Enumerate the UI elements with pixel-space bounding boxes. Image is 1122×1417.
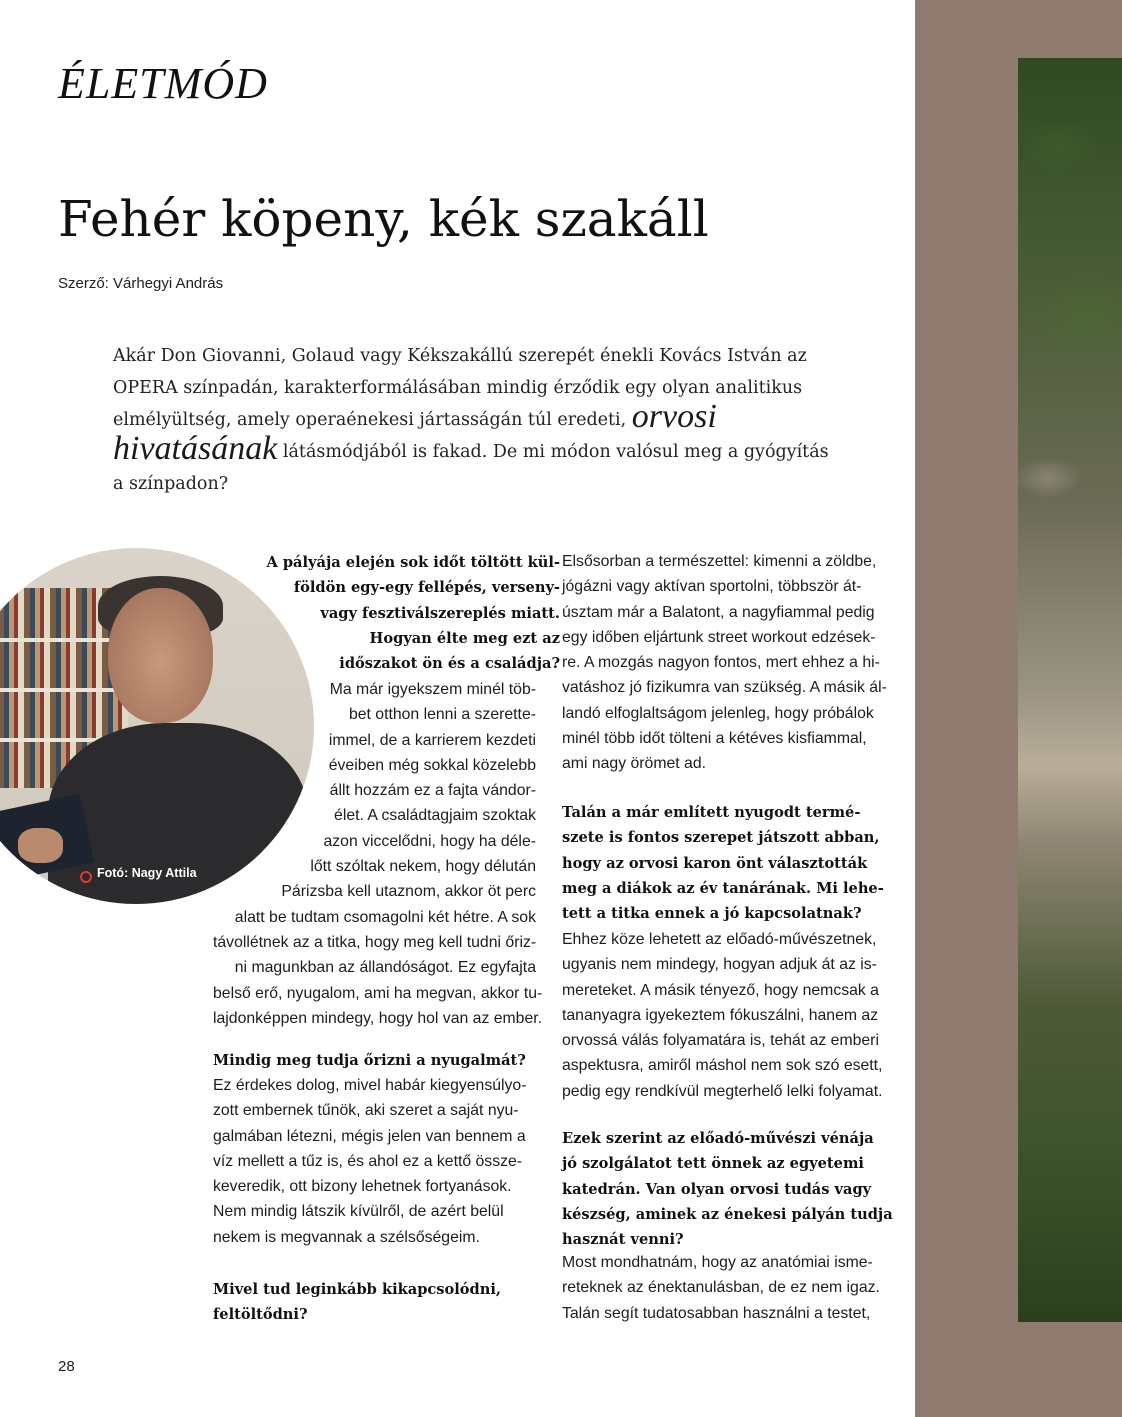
- q1-line: A pályája elején sok időt töltött kül-: [266, 554, 560, 571]
- a3-line: re. A mozgás nagyon fontos, mert ehhez a hi-: [562, 654, 880, 672]
- question-5: [562, 1126, 893, 1252]
- a1-line: Párizsba kell utaznom, akkor öt perc: [281, 883, 536, 901]
- a4-line: ugyanis nem mindegy, hogyan adjuk át az is-: [562, 956, 877, 974]
- a1-line: állt hozzám ez a fajta vándor-: [329, 782, 536, 800]
- a3-line: ami nagy örömet ad.: [562, 755, 707, 773]
- a5-line: Most mondhatnám, hogy az anatómiai isme-: [562, 1254, 873, 1271]
- lead-paragraph: [113, 340, 833, 500]
- a1-line: távollétnek az a titka, hogy meg kell tudni őriz-: [213, 933, 537, 951]
- section-label: ÉLETMÓD: [58, 59, 268, 108]
- answer-4: [562, 927, 887, 1104]
- answer-2: [213, 1073, 536, 1250]
- a2-line: Ez érdekes dolog, mivel habár kiegyensúlyo-: [213, 1077, 527, 1094]
- a4-line: tananyagra igyekeztem fókuszálni, hanem az: [562, 1006, 879, 1024]
- q4-line: hogy az orvosi karon önt választották: [562, 854, 868, 872]
- q3-line: feltöltődni?: [213, 1306, 308, 1324]
- article-title: Fehér köpeny, kék szakáll: [58, 190, 709, 248]
- q5-line: Ezek szerint az előadó-művészi vénája: [562, 1130, 874, 1147]
- page-number: 28: [58, 1358, 75, 1375]
- a2-line: zott embernek tűnök, aki szeret a saját nyu-: [213, 1102, 519, 1120]
- a3-line: vatáshoz jó fizikumra van szükség. A másik ál-: [562, 679, 887, 697]
- a1-line: éveiben még sokkal közelebb: [328, 756, 536, 774]
- person-face: [108, 588, 213, 723]
- a1-line: élet. A családtagjaim szoktak: [334, 807, 536, 825]
- lead-highlight: orvosi hivatásának: [113, 398, 717, 467]
- person-hand: [18, 828, 63, 863]
- q5-line: készség, aminek az énekesi pályán tudja: [562, 1205, 893, 1223]
- garden-photo: [1018, 58, 1122, 1322]
- q5-line: hasznát venni?: [562, 1231, 684, 1249]
- q4-line: tett a titka ennek a jó kapcsolatnak?: [562, 905, 862, 923]
- answer-5: [562, 1250, 887, 1326]
- a3-line: úsztam már a Balatont, a nagyfiammal pedig: [562, 603, 875, 621]
- a4-line: pedig egy rendkívül megterhelő lelki folyamat.: [562, 1082, 883, 1100]
- q1-line: földön egy-egy fellépés, verseny-: [293, 579, 560, 597]
- a3-line: egy időben eljártunk street workout edzések-: [562, 628, 876, 646]
- a3-line: landó elfoglaltságom jelenleg, hogy próbálok: [562, 704, 874, 722]
- q5-line: jó szolgálatot tett önnek az egyetemi: [562, 1155, 864, 1173]
- camera-ring-icon: [80, 871, 92, 883]
- q4-line: szete is fontos szerepet játszott abban,: [562, 829, 880, 847]
- a1-line: alatt be tudtam csomagolni két hétre. A sok: [234, 908, 536, 926]
- a4-line: Ehhez köze lehetett az előadó-művészetnek,: [562, 931, 877, 948]
- a3-line: Elsősorban a természettel: kimenni a zöldbe,: [562, 553, 877, 570]
- a4-line: orvossá válás folyamatára is, tehát az emberi: [562, 1032, 879, 1050]
- a1-line: belső erő, nyugalom, ami ha megvan, akkor tu-: [213, 984, 543, 1002]
- q1-line: Hogyan élte meg ezt az: [369, 629, 560, 647]
- q1-line: vagy fesztiválszereplés miatt.: [320, 604, 560, 622]
- q3-line: Mivel tud leginkább kikapcsolódni,: [213, 1281, 501, 1298]
- question-4: [562, 800, 887, 926]
- question-2: Mindig meg tudja őrizni a nyugalmát?: [213, 1052, 526, 1069]
- a5-line: Talán segít tudatosabban használni a testet,: [562, 1304, 871, 1322]
- a2-line: keveredik, ott bizony lehetnek fortyanások.: [213, 1178, 512, 1196]
- a2-line: galmában létezni, mégis jelen van bennem a: [213, 1127, 526, 1145]
- a2-line: Nem mindig látszik kívülről, de azért belül: [213, 1203, 504, 1221]
- a3-line: jógázni vagy aktívan sportolni, többször át-: [562, 578, 862, 596]
- author-byline: Szerző: Várhegyi András: [58, 275, 224, 292]
- lead-text-after: látásmódjából is fakad. De mi módon valósul meg a gyógyítás a színpadon?: [113, 442, 829, 494]
- answer-1: [213, 677, 543, 1031]
- a1-line: immel, de a karrierem kezdeti: [328, 731, 536, 749]
- a1-line: azon viccelődni, hogy ha déle-: [323, 832, 536, 850]
- a1-line: lőtt szóltak nekem, hogy délután: [310, 858, 536, 876]
- q5-line: katedrán. Van olyan orvosi tudás vagy: [562, 1180, 872, 1198]
- photo-caption: Fotó: Nagy Attila: [97, 866, 197, 880]
- a1-line: lajdonképpen mindegy, hogy hol van az ember.: [213, 1009, 543, 1027]
- a2-line: víz mellett a tűz is, és ahol ez a kettő össze-: [213, 1152, 523, 1170]
- a4-line: mereteket. A másik tényező, hogy nemcsak a: [562, 981, 879, 999]
- a4-line: aspektusra, amiről máshol nem sok szó esett,: [562, 1057, 883, 1075]
- lead-text-before: Akár Don Giovanni, Golaud vagy Kékszakállú szerepét énekli Kovács István az OPERA színpadán, karakterformálásában mindig érződik egy olyan analitikus elmélyültség, amely operaénekesi jártasságán túl eredeti,: [113, 346, 807, 430]
- answer-3: [562, 549, 887, 777]
- q4-line: meg a diákok az év tanárának. Mi lehe-: [562, 879, 884, 897]
- question-3: [213, 1277, 543, 1328]
- a5-line: reteknek az énektanulásban, de ez nem igaz.: [562, 1279, 880, 1297]
- shelf-line: [0, 688, 128, 692]
- a1-line: Ma már igyekszem minél töb-: [329, 681, 536, 698]
- a1-line: ni magunkban az állandóságot. Ez egyfajta: [234, 959, 536, 977]
- a1-line: bet otthon lenni a szerette-: [348, 706, 536, 724]
- q4-line: Talán a már említett nyugodt termé-: [562, 804, 861, 821]
- q1-line: időszakot ön és a családja?: [339, 655, 560, 673]
- a2-line: nekem is megvannak a szélsőségeim.: [213, 1228, 480, 1246]
- question-1: [200, 550, 560, 676]
- a3-line: minél több időt tölteni a kétéves kisfiammal,: [562, 730, 867, 748]
